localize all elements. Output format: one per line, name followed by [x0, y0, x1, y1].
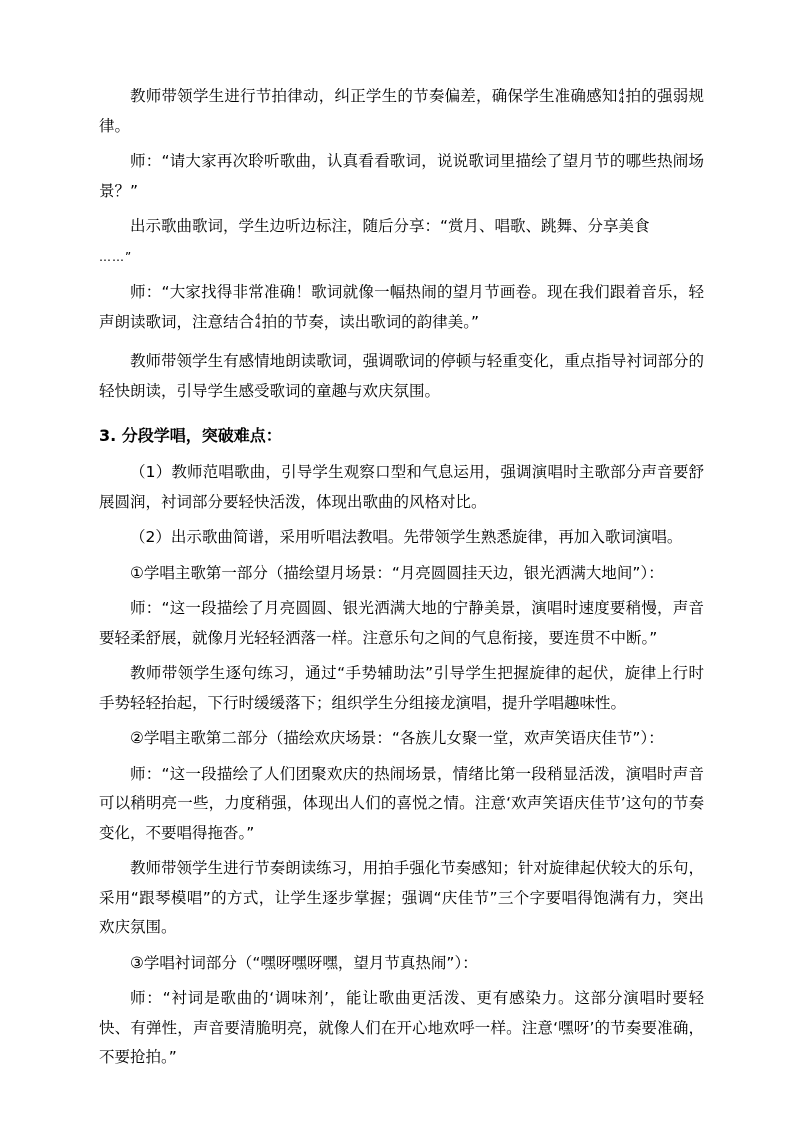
paragraph-part-1-teacher: 师：“这一段描绘了月亮圆圆、银光洒满大地的宁静美景，演唱时速度要稍慢，声音要轻柔舒展，就像月光轻轻洒落一样。注意乐句之间的气息衔接，要连贯不中断。” [99, 599, 704, 647]
paragraph-part-3-title: ③学唱衬词部分（“嘿呀嘿呀嘿，望月节真热闹”）： [130, 953, 478, 972]
paragraph-beat-rhythm [99, 82, 704, 141]
paragraph-part-3-teacher: 师：“衬词是歌曲的‘调味剂’，能让歌曲更活泼、更有感染力。这部分演唱时要轻快、有弹性，声音要清脆明亮，就像人们在开心地欢呼一样。注意‘嘿呀’的节奏要准确，不要抢拍。” [99, 989, 704, 1066]
paragraph-text: 拍的强弱规律。 [99, 87, 704, 135]
paragraph-part-1-title: ①学唱主歌第一部分（描绘望月场景：“月亮圆圆挂天边，银光洒满大地间”）： [130, 563, 664, 582]
time-signature-fraction [255, 314, 261, 330]
fraction-denominator: 4 [618, 95, 625, 106]
paragraph-text: 教师带领学生进行节拍律动，纠正学生的节奏偏差，确保学生准确感知 [130, 87, 618, 105]
paragraph-part-2-title: ②学唱主歌第二部分（描绘欢庆场景：“各族儿女聚一堂，欢声笑语庆佳节”）： [130, 729, 664, 747]
paragraph-step-1: （1）教师范唱歌曲，引导学生观察口型和气息运用，强调演唱时主歌部分声音要舒展圆润，衬词部分要轻快活泼，体现出歌曲的风格对比。 [99, 463, 704, 511]
time-signature-fraction [619, 89, 625, 105]
document-body [99, 82, 704, 1073]
paragraph-part-2-practice: 教师带领学生进行节奏朗读练习，用拍手强化节奏感知；针对旋律起伏较大的乐句，采用“跟琴模唱”的方式，让学生逐步掌握；强调“庆佳节”三个字要唱得饱满有力，突出欢庆氛围。 [99, 859, 704, 936]
paragraph-show-lyrics [99, 212, 704, 272]
fraction-denominator: 4 [255, 321, 261, 331]
paragraph-teacher-question: 师：“请大家再次聆听歌曲，认真看看歌词，说说歌词里描绘了望月节的哪些热闹场景？” [99, 152, 704, 200]
fraction-numerator: 4 [255, 313, 261, 323]
paragraph-part-2-teacher: 师：“这一段描绘了人们团聚欢庆的热闹场景，情绪比第一段稍显活泼，演唱时声音可以稍明亮一些，力度稍强，体现出人们的喜悦之情。注意‘欢声笑语庆佳节’这句的节奏变化，不要唱得拖沓。” [99, 764, 704, 842]
paragraph-teacher-praise [99, 278, 704, 337]
paragraph-text: ……” [99, 249, 133, 264]
paragraph-step-2: （2）出示歌曲简谱，采用听唱法教唱。先带领学生熟悉旋律，再加入歌词演唱。 [130, 528, 683, 546]
paragraph-recite-lyrics: 教师带领学生有感情地朗读歌词，强调歌词的停顿与轻重变化，重点指导衬词部分的轻快朗读，引导学生感受歌词的童趣与欢庆氛围。 [99, 352, 704, 400]
paragraph-text: 师：“大家找得非常准确！歌词就像一幅热闹的望月节画卷。现在我们跟着音乐，轻声朗读歌词，注意结合 [99, 283, 704, 331]
section-heading: 3. 分段学唱，突破难点： [99, 426, 282, 445]
paragraph-text: 拍的节奏，读出歌词的韵律美。” [261, 312, 480, 331]
paragraph-part-1-practice: 教师带领学生逐句练习，通过“手势辅助法”引导学生把握旋律的起伏，旋律上行时手势轻轻抬起，下行时缓缓落下；组织学生分组接龙演唱，提升学唱趣味性。 [99, 664, 704, 712]
fraction-numerator: 4 [618, 87, 625, 98]
paragraph-text: 出示歌曲歌词，学生边听边标注，随后分享：“赏月、唱歌、跳舞、分享美食 [130, 217, 650, 235]
